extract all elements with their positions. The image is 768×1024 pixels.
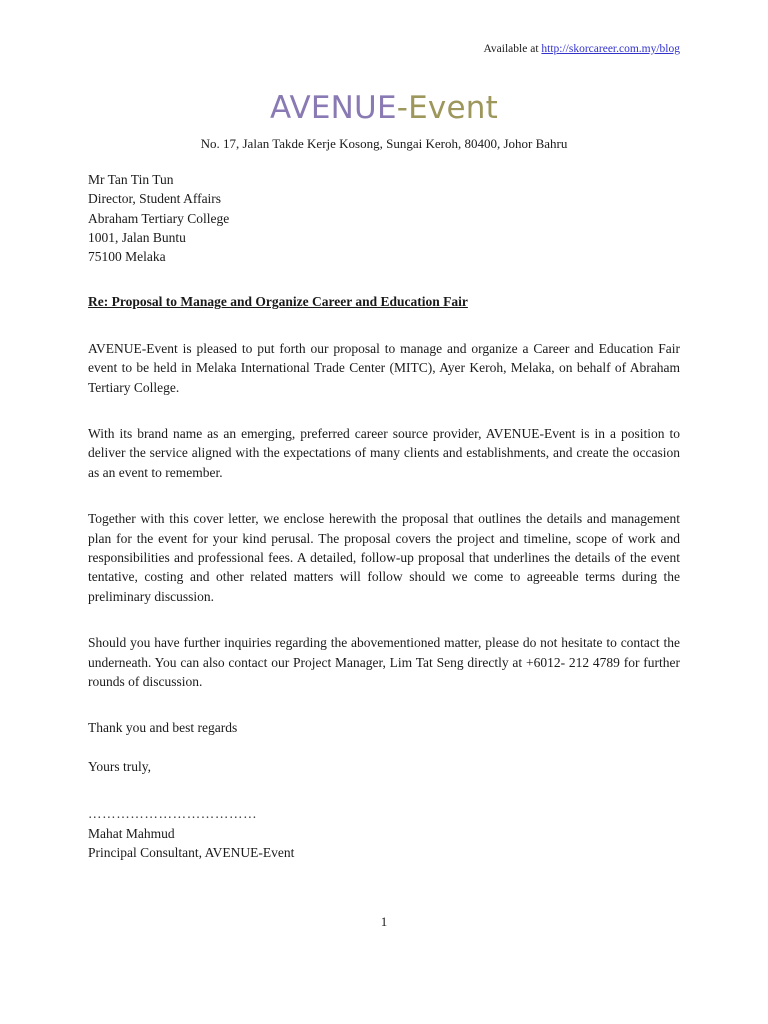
page-number: 1 [380,914,388,929]
company-logo-wordmark [0,90,768,126]
paragraph-2-wrapper [88,424,680,482]
body-paragraph: Together with this cover letter, we enclose herewith the proposal that outlines the details and management plan for the event for your kind perusal. The proposal covers the project and timeline, scope of work and responsibilities and professional fees. A detailed, follow-up proposal that underlines the details of the event tentative, costing and other related matters will follow should we come to agreeable terms during the preliminary discussion. [88,511,680,604]
body-paragraph: AVENUE-Event is pleased to put forth our proposal to manage and organize a Career and Education Fair event to be held in Melaka International Trade Center (MITC), Ayer Keroh, Melaka, on behalf of Abraham Tertiary College. [88,340,680,395]
paragraph-1-wrapper [88,339,680,397]
brand-name-secondary: -Event [396,90,498,126]
body-paragraph: With its brand name as an emerging, preferred career source provider, AVENUE-Event is in a position to deliver the service aligned with the expectations of many clients and establishments, and create the occasion as an event to remember. [88,426,680,480]
recipient-line: Abraham Tertiary College [88,210,230,226]
paragraph-3-wrapper [88,509,680,606]
recipient-line: Mr Tan Tin Tun [88,172,174,187]
availability-prefix: Available at [483,43,542,55]
closing-thanks: Thank you and best regards [88,720,238,736]
body-paragraph: Should you have further inquiries regarding the abovementioned matter, please do not hesitate to contact the underneath. You can also contact our Project Manager, Lim Tat Seng directly at +6012- 212 4789 for further rounds of discussion. [88,635,680,690]
closing-valediction: Yours truly, [88,758,152,774]
recipient-line: 1001, Jalan Buntu [88,229,186,245]
availability-note [88,42,680,56]
subject-line: Re: Proposal to Manage and Organize Career and Education Fair [88,294,468,310]
letterhead [0,90,768,152]
brand-name-primary: AVENUE [270,90,397,126]
recipient-address-block [88,170,680,266]
signature-line: ……………………………… [88,806,258,822]
company-address: No. 17, Jalan Takde Kerje Kosong, Sungai Keroh, 80400, Johor Bahru [200,136,568,151]
source-url-link[interactable]: http://skorcareer.com.my/blog [541,43,680,55]
recipient-line: 75100 Melaka [88,249,166,265]
recipient-line: Director, Student Affairs [88,191,222,207]
paragraph-4-wrapper [88,633,680,691]
signer-name: Mahat Mahmud [88,825,175,841]
letter-body [88,170,680,863]
signer-role: Principal Consultant, AVENUE-Event [88,845,295,861]
